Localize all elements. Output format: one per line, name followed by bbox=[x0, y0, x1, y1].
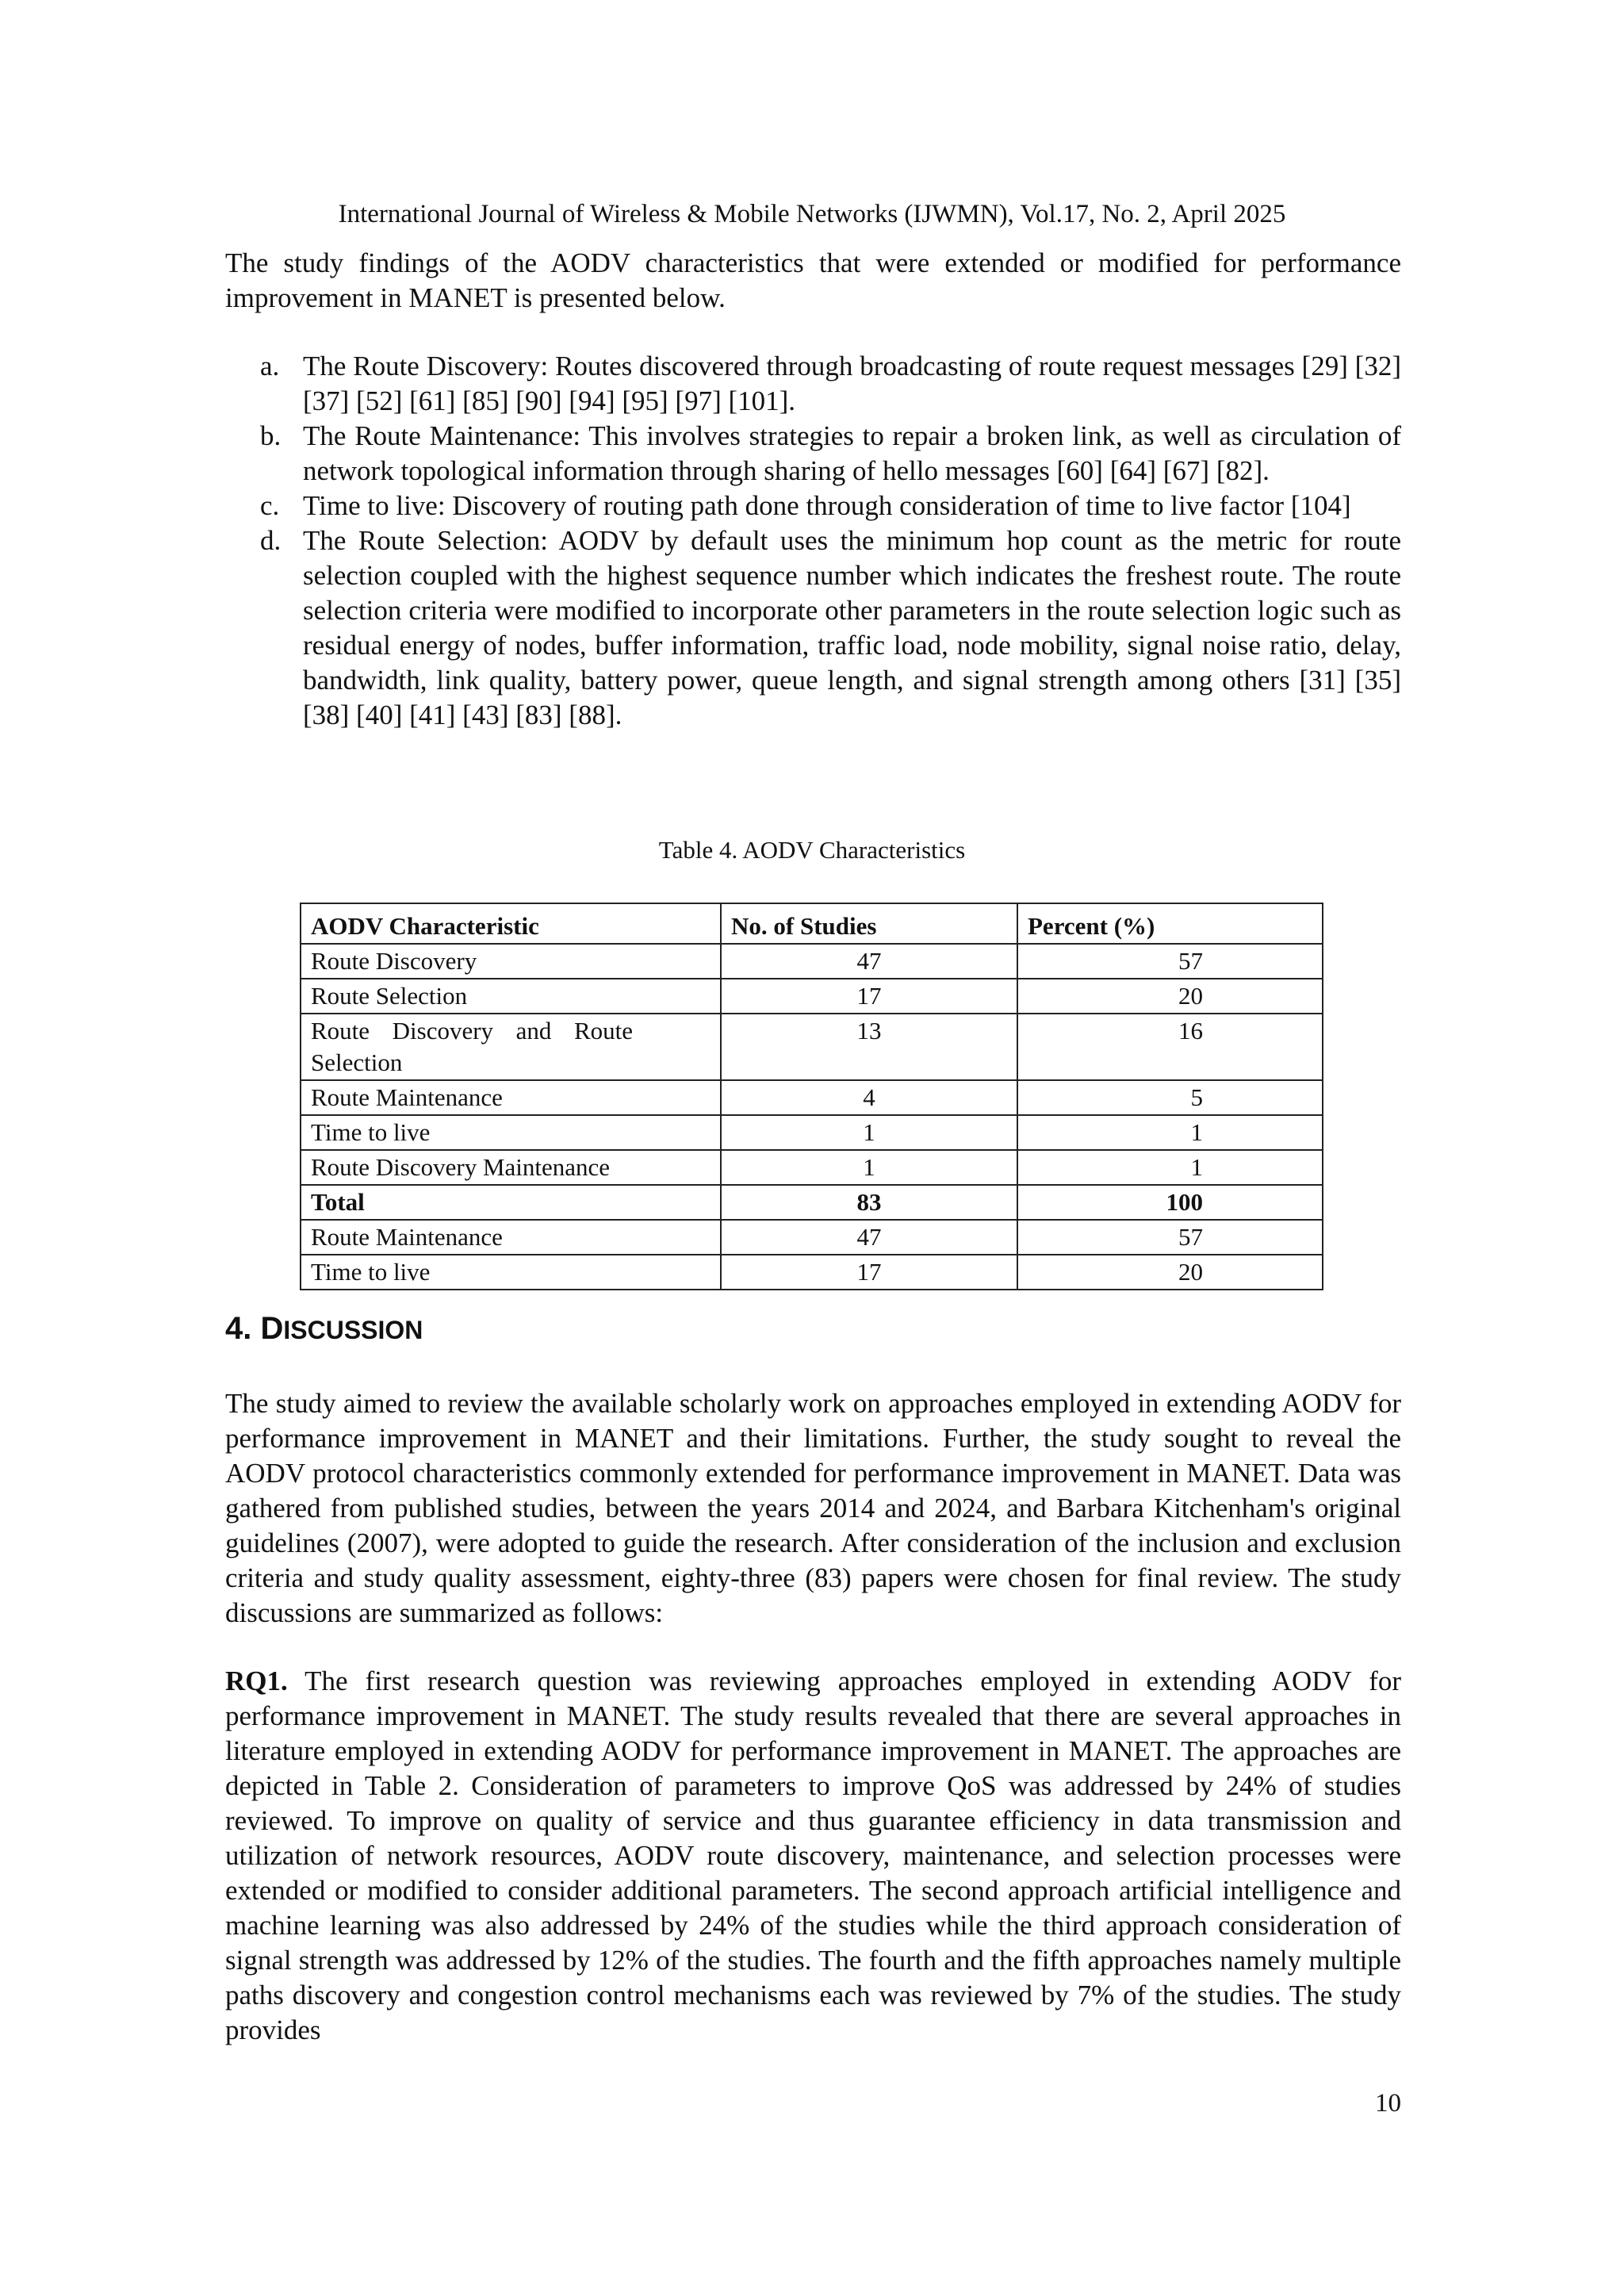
table-cell: 100 bbox=[1017, 1185, 1323, 1220]
table-cell: 17 bbox=[721, 979, 1017, 1014]
list-item-text: The Route Selection: AODV by default uses the minimum hop count as the metric for route selection coupled with the highest sequence number which indicates the freshest route. The route selection criteria were modified to incorporate other parameters in the route selection logic such as residual energy of nodes, buffer information, traffic load, node mobility, signal noise ratio, delay, bandwidth, link quality, battery power, queue length, and signal strength among others [31] [35] [38] [40] [41] [43] [83] [88]. bbox=[303, 525, 1401, 730]
list-item bbox=[225, 419, 1401, 489]
table-cell: 1 bbox=[1017, 1115, 1323, 1150]
rq1-text: The first research question was reviewing approaches employed in extending AODV for performance improvement in MANET. The study results revealed that there are several approaches in literature employed in extending AODV for performance improvement in MANET. The approaches are depicted in Table 2. Consideration of parameters to improve QoS was addressed by 24% of studies reviewed. To improve on quality of service and thus guarantee efficiency in data transmission and utilization of network resources, AODV route discovery, maintenance, and selection processes were extended or modified to consider additional parameters. The second approach artificial intelligence and machine learning was also addressed by 24% of the studies while the third approach consideration of signal strength was addressed by 12% of the studies. The fourth and the fifth approaches namely multiple paths discovery and congestion control mechanisms each was reviewed by 7% of the studies. The study provides bbox=[225, 1665, 1401, 2045]
list-item-text: Time to live: Discovery of routing path done through consideration of time to live factor [104] bbox=[303, 490, 1351, 521]
intro-paragraph bbox=[225, 246, 1401, 316]
list-marker: c. bbox=[260, 490, 280, 521]
list-marker: d. bbox=[260, 525, 282, 556]
table-cell: 83 bbox=[721, 1185, 1017, 1220]
table-header-cell: Percent (%) bbox=[1017, 903, 1323, 944]
table-cell: Time to live bbox=[301, 1255, 721, 1290]
table-row bbox=[301, 1115, 1323, 1150]
table-cell: Time to live bbox=[301, 1115, 721, 1150]
table-cell: 1 bbox=[1017, 1150, 1323, 1185]
table-caption: Table 4. AODV Characteristics bbox=[658, 836, 966, 864]
table-row bbox=[301, 979, 1323, 1014]
table-header-cell: No. of Studies bbox=[721, 903, 1017, 944]
table-cell: Route Maintenance bbox=[301, 1080, 721, 1115]
table-cell: 20 bbox=[1017, 1255, 1323, 1290]
characteristics-list bbox=[225, 349, 1401, 733]
table-cell: 57 bbox=[1017, 1220, 1323, 1255]
list-item bbox=[225, 489, 1401, 523]
list-item-text: The Route Discovery: Routes discovered through broadcasting of route request messages [29] [32] [37] [52] [61] [85] [90] [94] [95] [97] [101]. bbox=[303, 351, 1401, 416]
list-marker: b. bbox=[260, 420, 282, 451]
table-cell: Route Maintenance bbox=[301, 1220, 721, 1255]
list-item bbox=[225, 523, 1401, 733]
table-row bbox=[301, 1255, 1323, 1290]
table-header-cell: AODV Characteristic bbox=[301, 903, 721, 944]
list-marker: a. bbox=[260, 351, 280, 381]
table-cell: 47 bbox=[721, 1220, 1017, 1255]
section-title-rest: ISCUSSION bbox=[283, 1316, 423, 1344]
table-cell: Route Discovery Maintenance bbox=[301, 1150, 721, 1185]
table-cell: 5 bbox=[1017, 1080, 1323, 1115]
discussion-paragraph-rq1 bbox=[225, 1664, 1401, 2048]
discussion-paragraph-1 bbox=[225, 1386, 1401, 1631]
table-row bbox=[301, 1080, 1323, 1115]
rq1-paragraph bbox=[225, 1664, 1401, 2048]
section-number: 4. bbox=[225, 1311, 252, 1346]
discussion-text: The study aimed to review the available scholarly work on approaches employed in extending AODV for performance improvement in MANET and their limitations. Further, the study sought to reveal the AODV protocol characteristics commonly extended for performance improvement in MANET. Data was gathered from published studies, between the years 2014 and 2024, and Barbara Kitchenham's original guidelines (2007), were adopted to guide the research. After consideration of the inclusion and exclusion criteria and study quality assessment, eighty-three (83) papers were chosen for final review. The study discussions are summarized as follows: bbox=[225, 1388, 1401, 1628]
rq1-label: RQ1. bbox=[225, 1665, 288, 1696]
table-cell: 17 bbox=[721, 1255, 1017, 1290]
table-cell: 1 bbox=[721, 1115, 1017, 1150]
running-head: International Journal of Wireless & Mobile Networks (IJWMN), Vol.17, No. 2, April 2025 bbox=[338, 200, 1286, 228]
section-title-initial: D bbox=[260, 1311, 284, 1346]
table-cell: 13 bbox=[721, 1014, 1017, 1080]
table-cell: Route Selection bbox=[301, 979, 721, 1014]
table-header-row bbox=[301, 903, 1323, 944]
table-cell: 20 bbox=[1017, 979, 1323, 1014]
table-row bbox=[301, 944, 1323, 979]
table-cell: 57 bbox=[1017, 944, 1323, 979]
table-cell: 1 bbox=[721, 1150, 1017, 1185]
table-cell: Route Discovery and Route Selection bbox=[301, 1014, 721, 1080]
table-total-row bbox=[301, 1185, 1323, 1220]
table-row bbox=[301, 1220, 1323, 1255]
table-row bbox=[301, 1014, 1323, 1080]
table-cell: Route Discovery bbox=[301, 944, 721, 979]
list-item-text: The Route Maintenance: This involves strategies to repair a broken link, as well as circulation of network topological information through sharing of hello messages [60] [64] [67] [82]. bbox=[303, 420, 1401, 486]
aodv-characteristics-table bbox=[300, 903, 1323, 1290]
list-item bbox=[225, 349, 1401, 419]
table-cell: 4 bbox=[721, 1080, 1017, 1115]
page-number: 10 bbox=[1375, 2089, 1401, 2118]
section-heading bbox=[225, 1309, 423, 1350]
table-row bbox=[301, 1150, 1323, 1185]
intro-text: The study findings of the AODV characteristics that were extended or modified for performance improvement in MANET is presented below. bbox=[225, 247, 1401, 313]
table-cell: 16 bbox=[1017, 1014, 1323, 1080]
table-cell: 47 bbox=[721, 944, 1017, 979]
table-cell: Total bbox=[301, 1185, 721, 1220]
